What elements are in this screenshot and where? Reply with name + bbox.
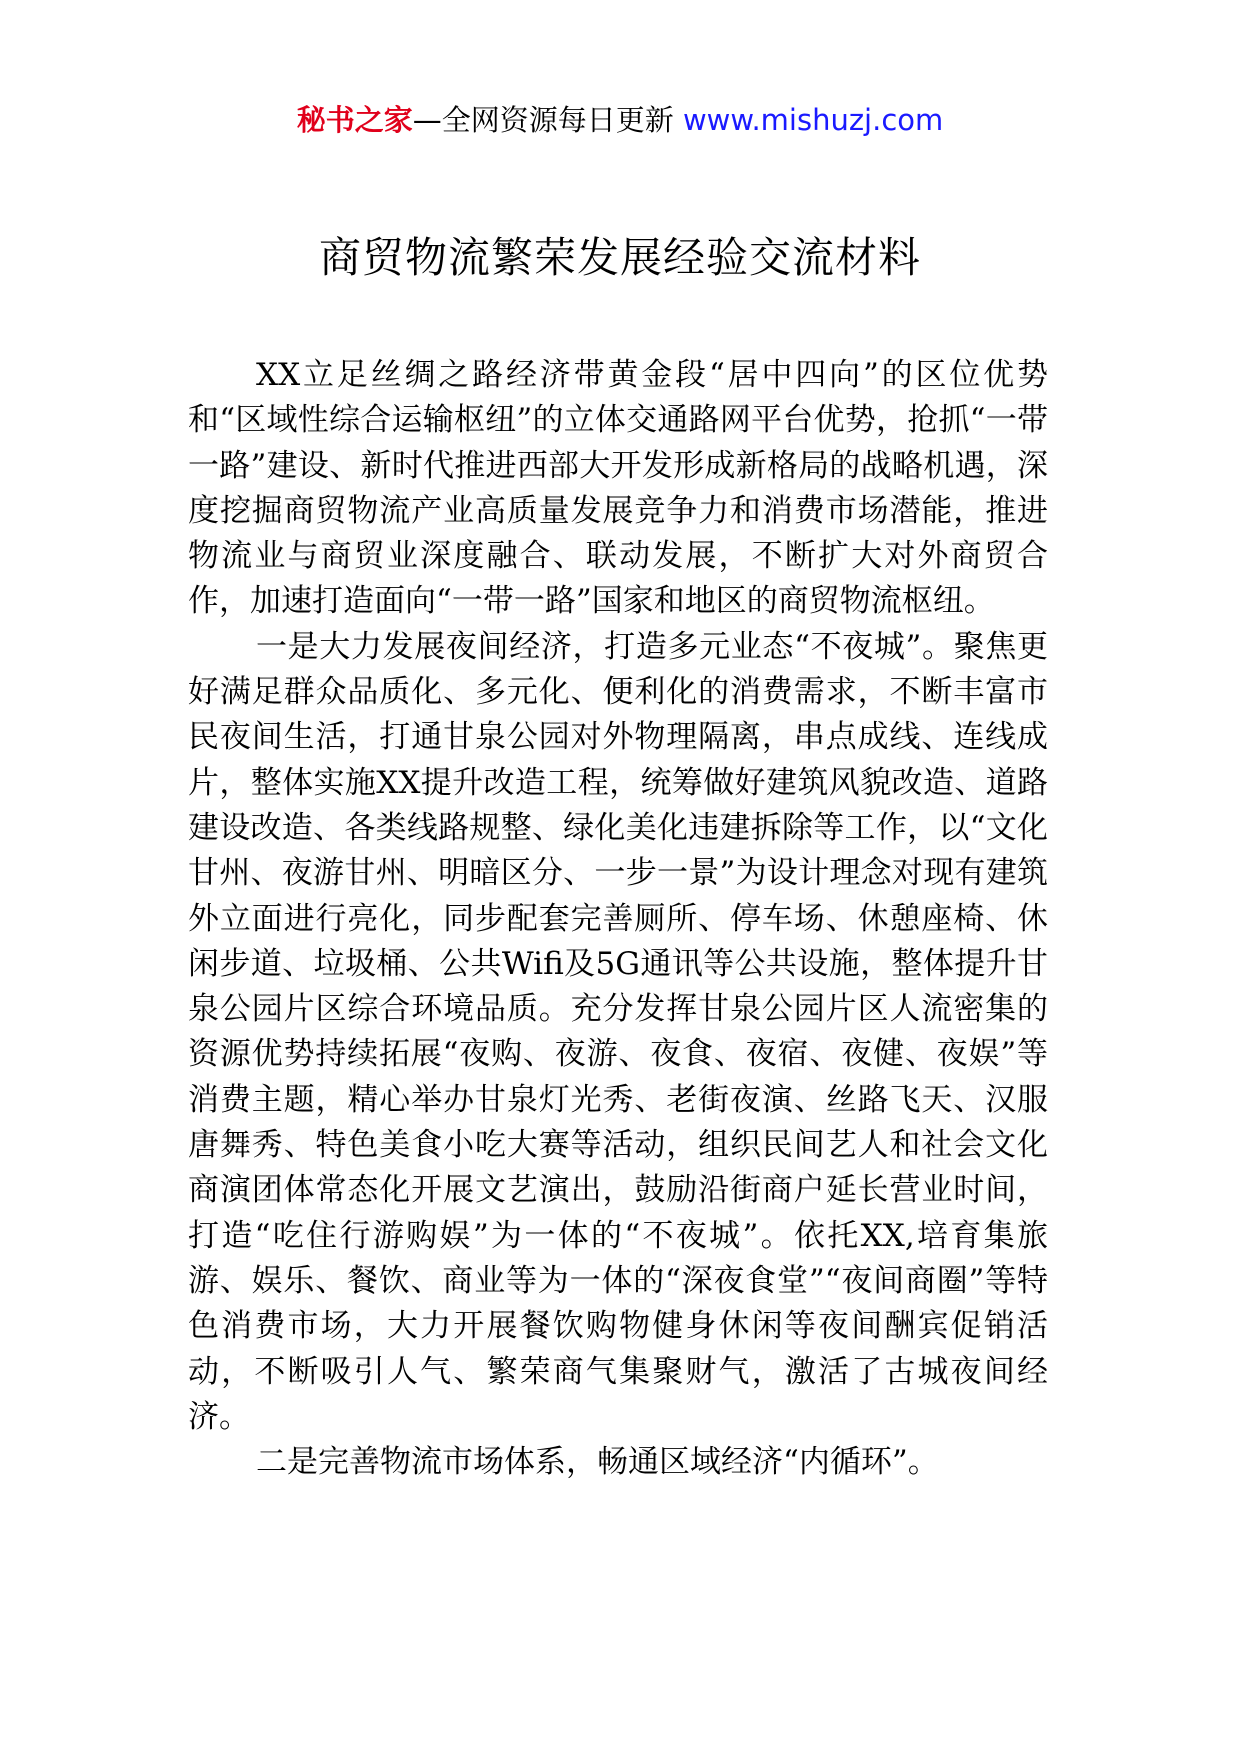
paragraph-intro: XX立足丝绸之路经济带黄金段“居中四向”的区位优势和“区域性综合运输枢纽”的立体交通路网平台优势，抢抓“一带一路”建设、新时代推进西部大开发形成新格局的战略机遇，深度挖掘商贸物流产业高质量发展竞争力和消费市场潜能，推进物流业与商贸业深度融合、联动发展，不断扩大对外商贸合作，加速打造面向“一带一路”国家和地区的商贸物流枢纽。 xyxy=(188,357,1048,620)
paragraph-logistics: 二是完善物流市场体系，畅通区域经济“内循环”。 xyxy=(256,1444,939,1481)
header-tagline: —全网资源每日更新 xyxy=(412,103,683,137)
paragraph-night-economy: 一是大力发展夜间经济，打造多元业态“不夜城”。聚焦更好满足群众品质化、多元化、便利化的消费需求，不断丰富市民夜间生活，打通甘泉公园对外物理隔离，串点成线、连线成片，整体实施XX提升改造工程，统筹做好建筑风貌改造、道路建设改造、各类线路规整、绿化美化违建拆除等工作，以“文化甘州、夜游甘州、明暗区分、一步一景”为设计理念对现有建筑外立面进行亮化，同步配套完善厕所、停车场、休憩座椅、休闲步道、垃圾桶、公共Wifi及5G通讯等公共设施，整体提升甘泉公园片区综合环境品质。充分发挥甘泉公园片区人流密集的资源优势持续拓展“夜购、夜游、夜食、夜宿、夜健、夜娱”等消费主题，精心举办甘泉灯光秀、老街夜演、丝路飞天、汉服唐舞秀、特色美食小吃大赛等活动，组织民间艺人和社会文化商演团体常态化开展文艺演出，鼓励沿街商户延长营业时间，打造“吃住行游购娱”为一体的“不夜城”。依托XX,培育集旅游、娱乐、餐饮、商业等为一体的“深夜食堂”“夜间商圈”等特色消费市场，大力开展餐饮购物健身休闲等夜间酬宾促销活动，不断吸引人气、繁荣商气集聚财气，激活了古城夜间经济。 xyxy=(188,628,1048,1435)
brand-name: 秘书之家 xyxy=(296,103,413,137)
site-url-link[interactable]: www.mishuzj.com xyxy=(682,103,944,137)
document-body xyxy=(188,353,1048,1485)
site-header xyxy=(0,100,1240,140)
document-title: 商贸物流繁荣发展经验交流材料 xyxy=(318,233,921,282)
